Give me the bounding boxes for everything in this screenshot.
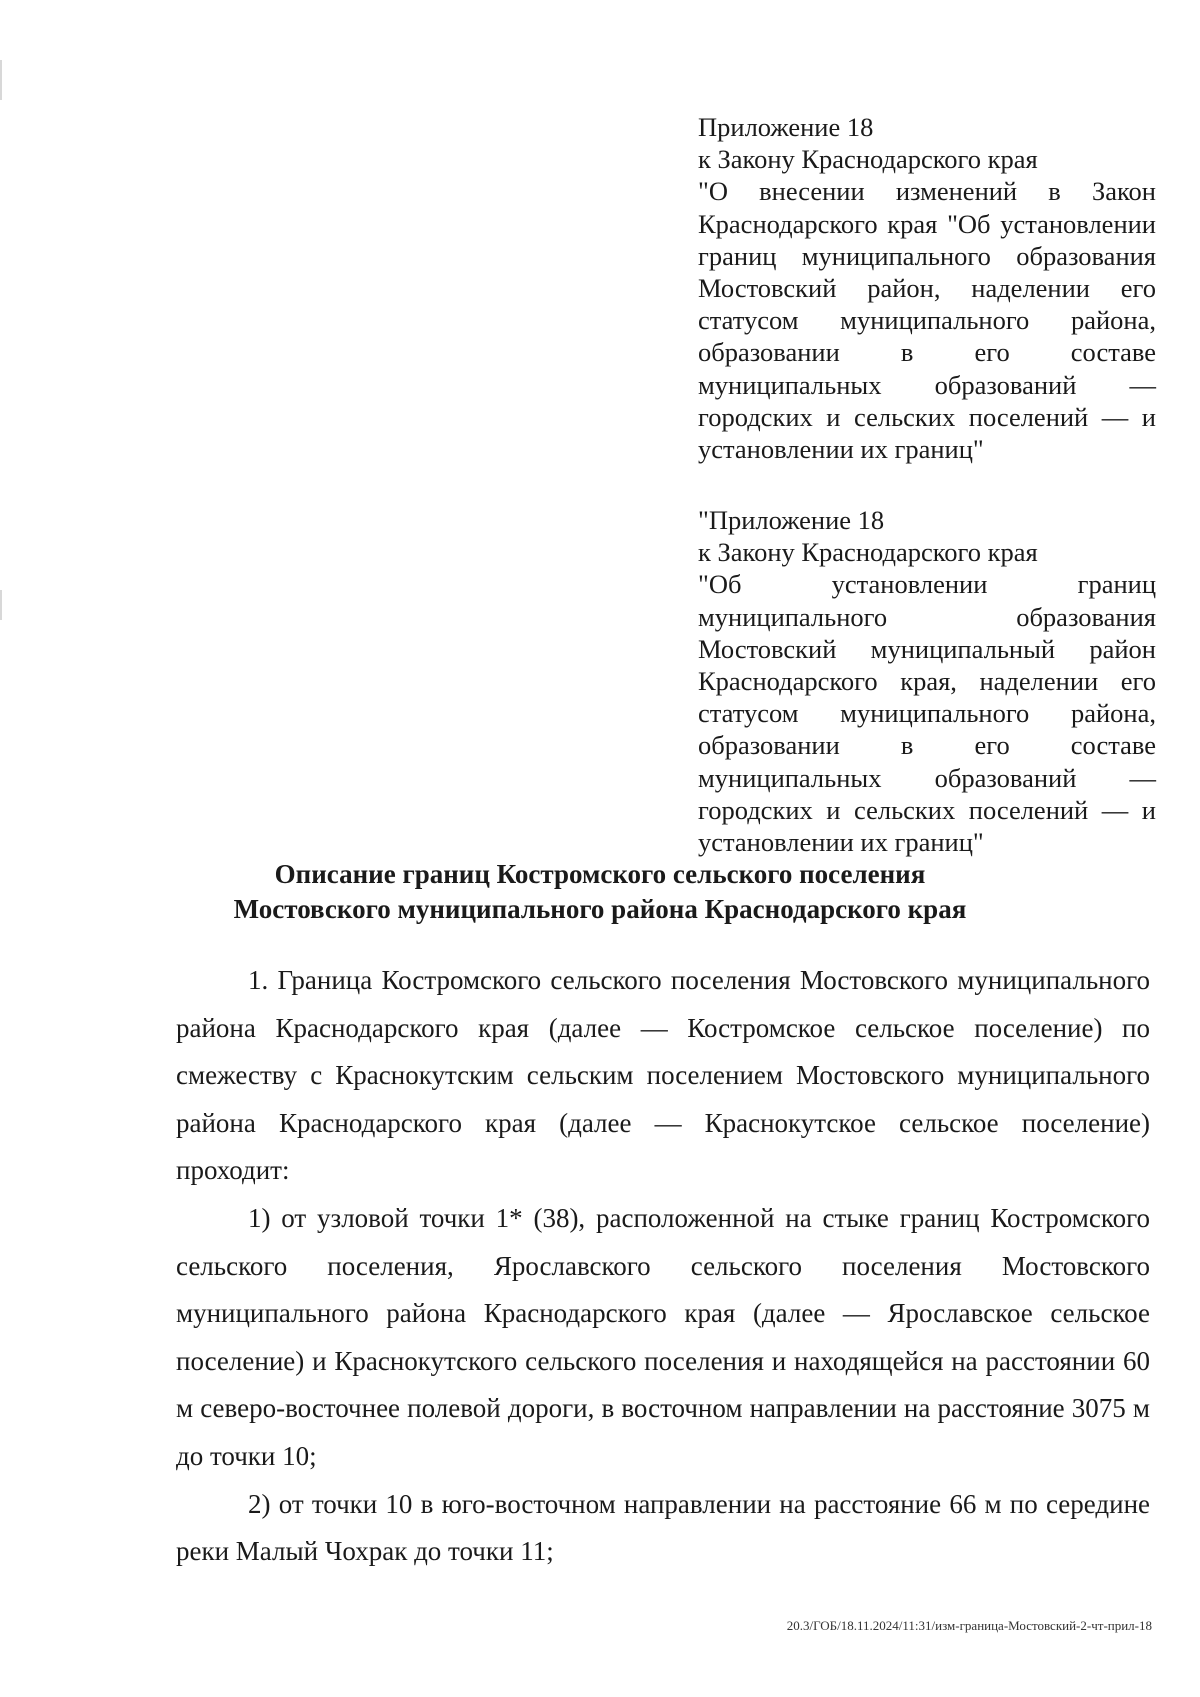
document-title — [40, 857, 1160, 927]
document-body — [176, 957, 1150, 1576]
document-title-line-1: Описание границ Костромского сельского поселения — [274, 859, 926, 889]
appendix-law-reference: к Закону Краснодарского края — [698, 144, 1038, 175]
scan-edge-mark — [0, 60, 2, 100]
body-paragraph: 1. Граница Костромского сельского поселения Мостовского муниципального района Краснодарского края (далее — Костромское сельское поселение) по смежеству с Краснокутским сельским поселением Мостовского муниципального района Краснодарского края (далее — Краснокутское сельское поселение) проходит: — [176, 965, 1150, 1186]
body-paragraph: 2) от точки 10 в юго-восточном направлении на расстояние 66 м по середине реки Малый Чохрак до точки 11; — [176, 1488, 1150, 1567]
appendix-law-title: "Об установлении границ муниципального образования Мостовский муниципальный район Краснодарского края, наделении его статусом муниципального района, образовании в его составе муниципальных образований — городских и сельских поселений — и установлении их границ" — [698, 569, 1156, 858]
scan-edge-mark — [0, 590, 2, 620]
appendix-number: Приложение 18 — [698, 112, 874, 142]
appendix-header-original — [698, 504, 1156, 858]
document-title-line-2: Мостовского муниципального района Краснодарского края — [233, 894, 967, 924]
appendix-header-current — [698, 111, 1156, 465]
body-paragraph: 1) от узловой точки 1* (38), расположенной на стыке границ Костромского сельского поселения, Ярославского сельского поселения Мостовского муниципального района Краснодарского края (далее — Ярославское сельское поселение) и Краснокутского сельского поселения и находящейся на расстоянии 60 м северо-восточнее полевой дороги, в восточном направлении на расстояние 3075 м до точки 10; — [176, 1202, 1150, 1471]
appendix-law-reference: к Закону Краснодарского края — [698, 537, 1038, 568]
footer-stamp: 20.3/ГОБ/18.11.2024/11:31/изм-граница-Мостовский-2-чт-прил-18 — [786, 1618, 1152, 1633]
appendix-law-title: "О внесении изменений в Закон Краснодарского края "Об установлении границ муниципального образования Мостовский район, наделении его статусом муниципального района, образовании в его составе муниципальных образований — городских и сельских поселений — и установлении их границ" — [698, 176, 1156, 465]
appendix-number: "Приложение 18 — [698, 505, 885, 535]
